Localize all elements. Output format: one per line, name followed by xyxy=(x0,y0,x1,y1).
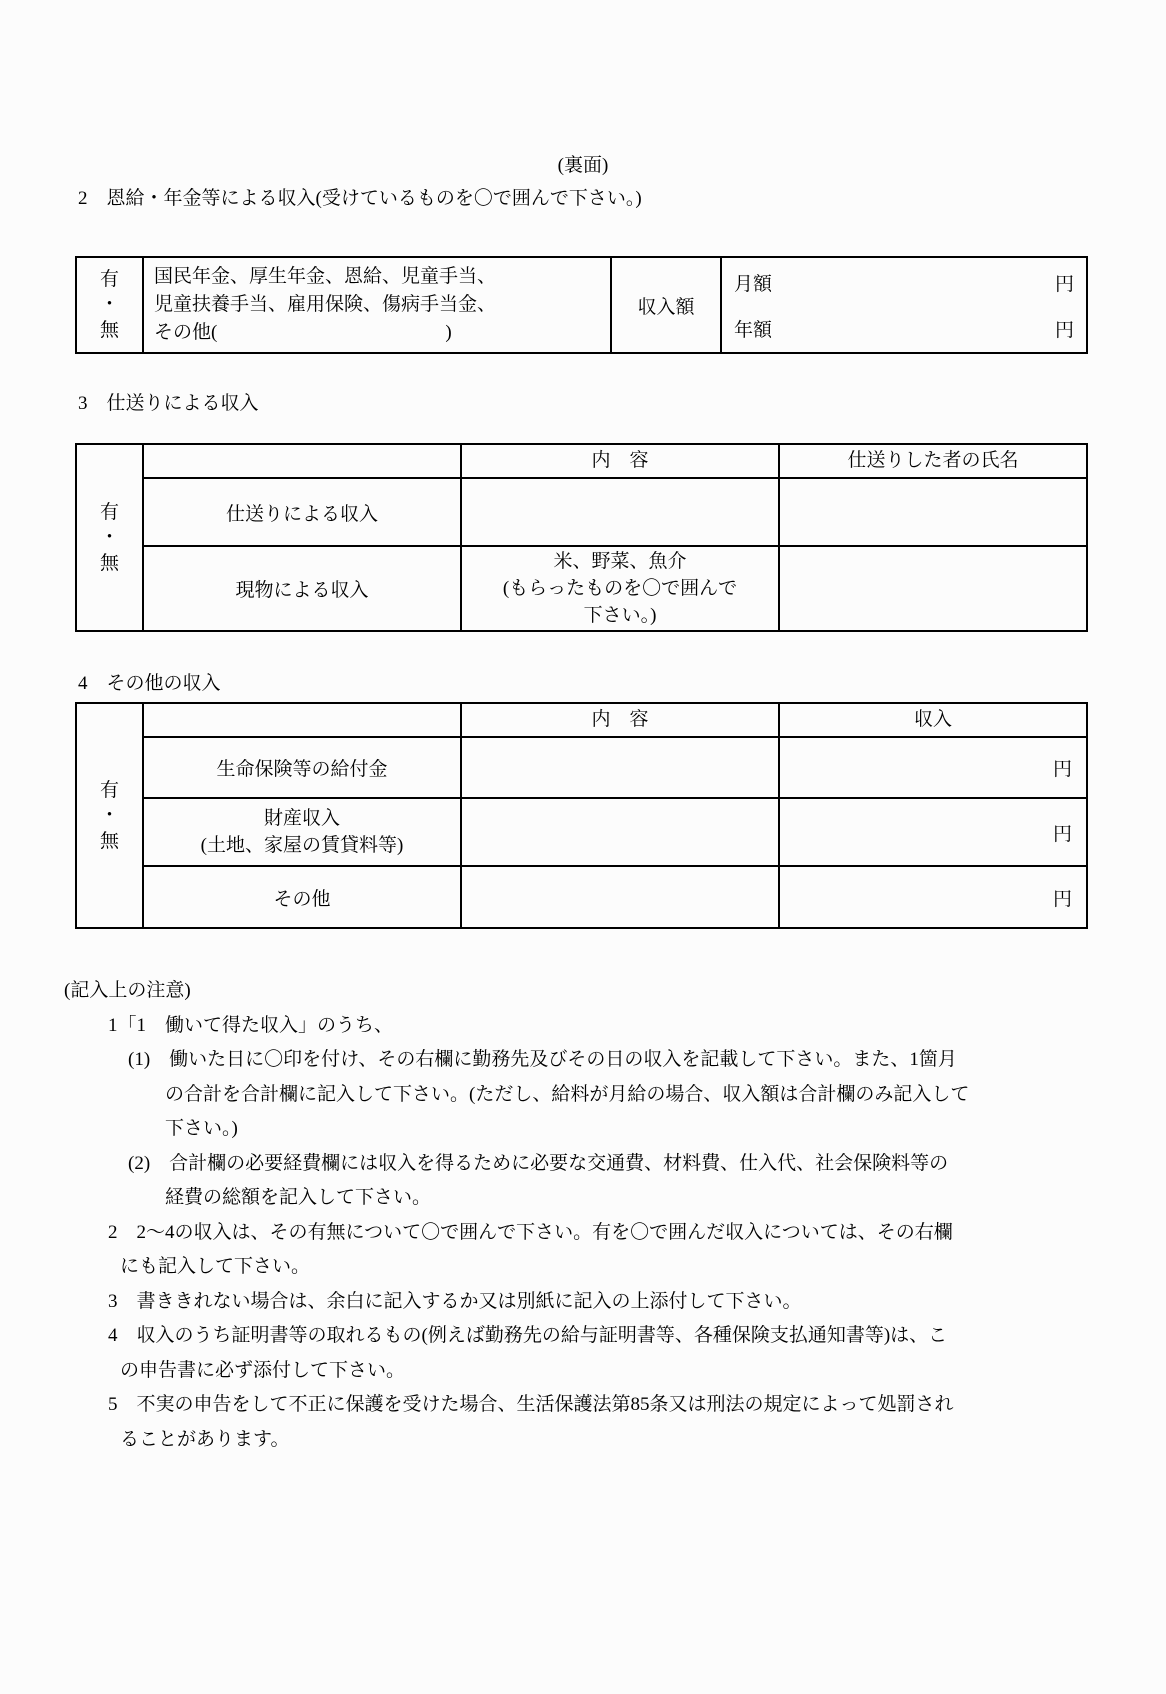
content-column-header: 内 容 xyxy=(461,703,779,737)
table-row xyxy=(76,257,1087,353)
table-header-row xyxy=(76,444,1087,478)
in-kind-content-line: 米、野菜、魚介 xyxy=(553,551,687,572)
note-line: 5 不実の申告をして不正に保護を受けた場合、生活保護法第85条又は刑法の規定によって処罰され xyxy=(108,1394,954,1415)
availability-no: 無 xyxy=(99,830,119,852)
pension-types-line: 国民年金、厚生年金、恩給、児童手当、 xyxy=(154,266,497,287)
note-line: (2) 合計欄の必要経費欄には収入を得るために必要な交通費、材料費、仕入代、社会保険料等の xyxy=(128,1152,949,1174)
yen-unit: 円 xyxy=(1054,273,1074,295)
yearly-amount-row xyxy=(722,315,1086,342)
availability-stack xyxy=(77,499,142,577)
availability-dot: ・ xyxy=(99,526,119,548)
property-income-label-line: 財産収入 xyxy=(263,808,340,829)
availability-stack xyxy=(77,266,142,344)
table-header-row xyxy=(76,703,1087,737)
note-line: 経費の総額を記入して下さい。 xyxy=(165,1187,432,1208)
remittance-content-input-cell xyxy=(461,478,779,546)
note-line: 4 収入のうち証明書等の取れるもの(例えば勤務先の給与証明書等、各種保険支払通知書等)は、こ xyxy=(108,1325,948,1346)
other-content-input-cell xyxy=(461,866,779,928)
property-income-label-line: (土地、家屋の賃貸料等) xyxy=(200,835,404,856)
table-row xyxy=(76,798,1087,866)
note-line: の合計を合計欄に記入して下さい。(ただし、給料が月給の場合、収入額は合計欄のみ記入して xyxy=(165,1083,970,1105)
monthly-amount-label: 月額 xyxy=(734,273,773,295)
remittance-income-table xyxy=(75,443,1088,632)
in-kind-income-label-cell: 現物による収入 xyxy=(143,546,461,631)
note-line: の申告書に必ず添付して下さい。 xyxy=(120,1359,406,1381)
income-column-header: 収入 xyxy=(779,703,1087,737)
insurance-income-amount-cell: 円 xyxy=(779,737,1087,798)
availability-no: 無 xyxy=(99,552,119,574)
note-line: ることがあります。 xyxy=(120,1428,290,1450)
property-content-input-cell xyxy=(461,798,779,866)
page-side-label: (裏面) xyxy=(557,155,609,176)
table-row xyxy=(76,737,1087,798)
amounts-inner xyxy=(722,259,1086,351)
pension-income-table xyxy=(75,256,1088,354)
section-heading-other-income: 4 その他の収入 xyxy=(78,673,221,694)
remittance-sender-input-cell xyxy=(779,478,1087,546)
insurance-benefit-label-cell: 生命保険等の給付金 xyxy=(143,737,461,798)
availability-stack xyxy=(77,777,142,855)
notes-title: (記入上の注意) xyxy=(64,980,191,1001)
pension-types-line: その他( ) xyxy=(154,322,452,343)
availability-no: 無 xyxy=(99,320,119,341)
pension-types-cell xyxy=(143,257,611,353)
income-amount-header-cell: 収入額 xyxy=(611,257,721,353)
row-label-header-cell xyxy=(143,703,461,737)
note-line: 下さい。) xyxy=(165,1118,238,1139)
table-row xyxy=(76,478,1087,546)
in-kind-content-cell xyxy=(461,546,779,631)
other-income-table xyxy=(75,702,1088,929)
availability-yes: 有 xyxy=(99,501,119,523)
sender-name-column-header: 仕送りした者の氏名 xyxy=(779,444,1087,478)
property-income-label-cell xyxy=(143,798,461,866)
availability-yes: 有 xyxy=(99,779,119,801)
yen-unit: 円 xyxy=(1054,319,1074,341)
other-label-cell: その他 xyxy=(143,866,461,928)
availability-dot: ・ xyxy=(99,804,119,826)
other-income-amount-cell: 円 xyxy=(779,866,1087,928)
availability-cell xyxy=(76,444,143,631)
row-label-header-cell xyxy=(143,444,461,478)
table-row xyxy=(76,546,1087,631)
availability-cell xyxy=(76,703,143,928)
property-income-amount-cell: 円 xyxy=(779,798,1087,866)
in-kind-content-line: 下さい。) xyxy=(583,605,657,626)
notes-section xyxy=(0,974,1166,1457)
note-line: にも記入して下さい。 xyxy=(120,1256,311,1277)
pension-types-line: 児童扶養手当、雇用保険、傷病手当金、 xyxy=(154,294,497,315)
availability-yes: 有 xyxy=(99,269,119,290)
remittance-income-label-cell: 仕送りによる収入 xyxy=(143,478,461,546)
note-line: (1) 働いた日に〇印を付け、その右欄に勤務先及びその日の収入を記載して下さい。また、1箇月 xyxy=(128,1049,957,1070)
note-line: 2 2〜4の収入は、その有無について〇で囲んで下さい。有を〇で囲んだ収入については、その右欄 xyxy=(108,1221,953,1243)
in-kind-sender-input-cell xyxy=(779,546,1087,631)
section-heading-remittance-income: 3 仕送りによる収入 xyxy=(78,393,259,414)
amounts-cell xyxy=(721,257,1087,353)
monthly-amount-row xyxy=(722,269,1086,296)
insurance-content-input-cell xyxy=(461,737,779,798)
note-line: 3 書ききれない場合は、余白に記入するか又は別紙に記入の上添付して下さい。 xyxy=(108,1290,802,1312)
section-heading-pension-income: 2 恩給・年金等による収入(受けているものを〇で囲んで下さい。) xyxy=(78,188,642,209)
availability-dot: ・ xyxy=(99,294,119,315)
yearly-amount-label: 年額 xyxy=(734,319,773,341)
table-row xyxy=(76,866,1087,928)
note-line: 1「1 働いて得た収入」のうち、 xyxy=(108,1014,394,1036)
in-kind-content-line: (もらったものを〇で囲んで xyxy=(502,578,738,599)
content-column-header: 内 容 xyxy=(461,444,779,478)
availability-cell xyxy=(76,257,143,353)
